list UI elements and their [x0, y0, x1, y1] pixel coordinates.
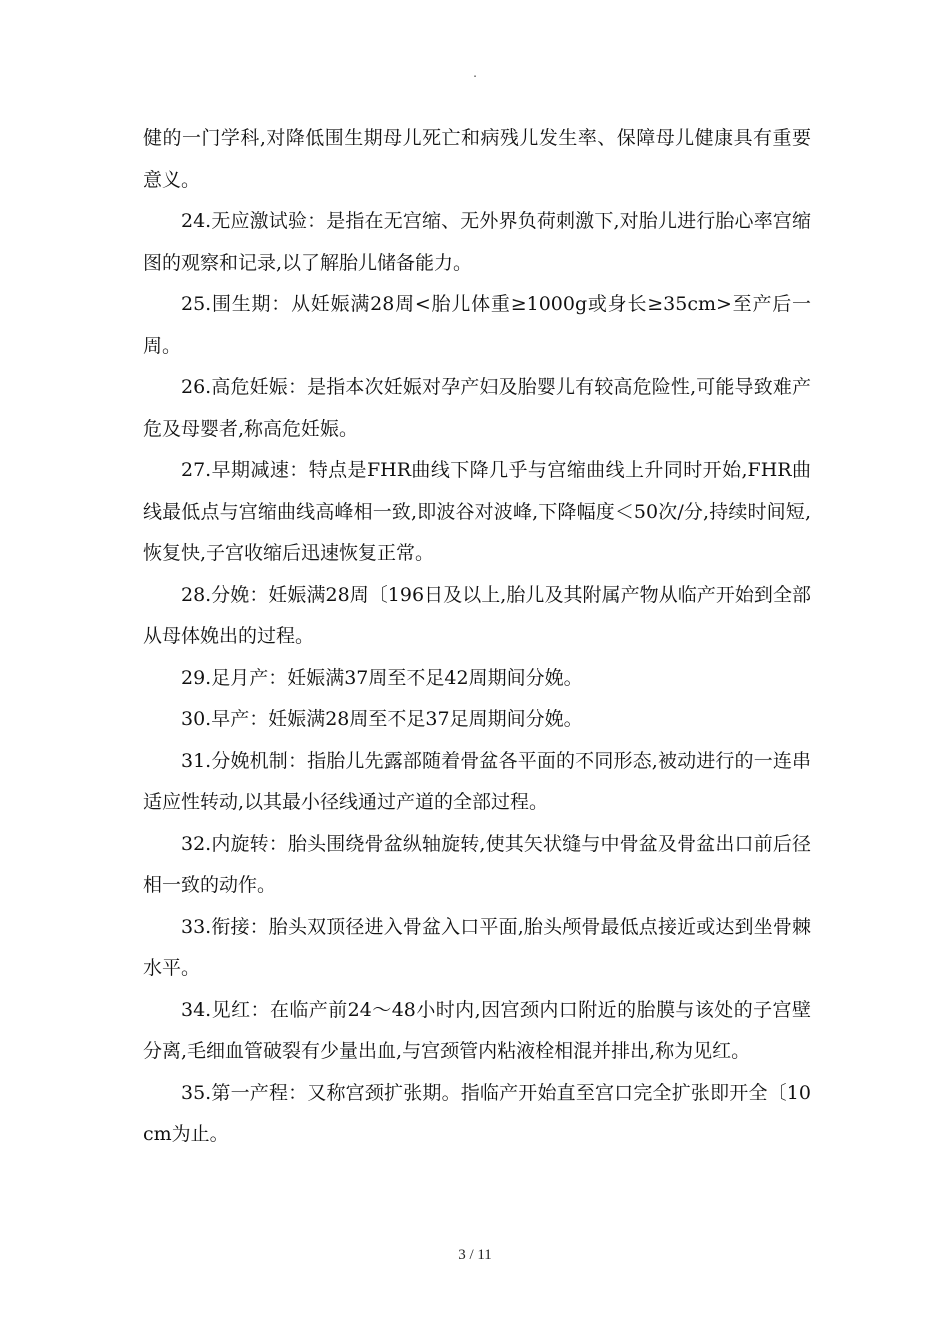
paragraph-item-24: 24.无应激试验：是指在无宫缩、无外界负荷刺激下,对胎儿进行胎心率宫缩图的观察和记录,以了解胎儿储备能力。: [143, 210, 811, 274]
paragraph-item-29: 29.足月产：妊娠满37周至不足42周期间分娩。: [181, 666, 583, 689]
document-body: [143, 118, 811, 1156]
paragraph-item-25: 25.围生期：从妊娠满28周<胎儿体重≥1000g或身长≥35cm>至产后一周。: [143, 293, 811, 357]
paragraph-item-35: 35.第一产程：又称宫颈扩张期。指临产开始直至宫口完全扩张即开全〔10cm为止。: [143, 1081, 811, 1145]
paragraph-continued: 健的一门学科,对降低围生期母儿死亡和病残儿发生率、保障母儿健康具有重要意义。: [143, 127, 811, 191]
paragraph-item-33: 33.衔接：胎头双顶径进入骨盆入口平面,胎头颅骨最低点接近或达到坐骨棘水平。: [143, 915, 811, 979]
header-mark: .: [473, 66, 477, 80]
paragraph-item-32: 32.内旋转：胎头围绕骨盆纵轴旋转,使其矢状缝与中骨盆及骨盆出口前后径相一致的动作。: [143, 832, 811, 896]
paragraph-item-30: 30.早产：妊娠满28周至不足37足周期间分娩。: [181, 708, 583, 730]
paragraph-item-27: 27.早期减速：特点是FHR曲线下降几乎与宫缩曲线上升同时开始,FHR曲线最低点与宫缩曲线高峰相一致,即波谷对波峰,下降幅度＜50次/分,持续时间短,恢复快,子宫收缩后迅速恢复正常。: [143, 459, 811, 564]
paragraph-item-26: 26.高危妊娠：是指本次妊娠对孕产妇及胎婴儿有较高危险性,可能导致难产危及母婴者,称高危妊娠。: [143, 376, 811, 440]
paragraph-item-31: 31.分娩机制：指胎儿先露部随着骨盆各平面的不同形态,被动进行的一连串适应性转动,以其最小径线通过产道的全部过程。: [143, 749, 811, 813]
page-number: 3 / 11: [458, 1247, 492, 1263]
paragraph-item-34: 34.见红：在临产前24～48小时内,因宫颈内口附近的胎膜与该处的子宫壁分离,毛细血管破裂有少量出血,与宫颈管内粘液栓相混并排出,称为见红。: [143, 998, 811, 1062]
paragraph-item-28: 28.分娩：妊娠满28周〔196日及以上,胎儿及其附属产物从临产开始到全部从母体娩出的过程。: [143, 583, 811, 647]
